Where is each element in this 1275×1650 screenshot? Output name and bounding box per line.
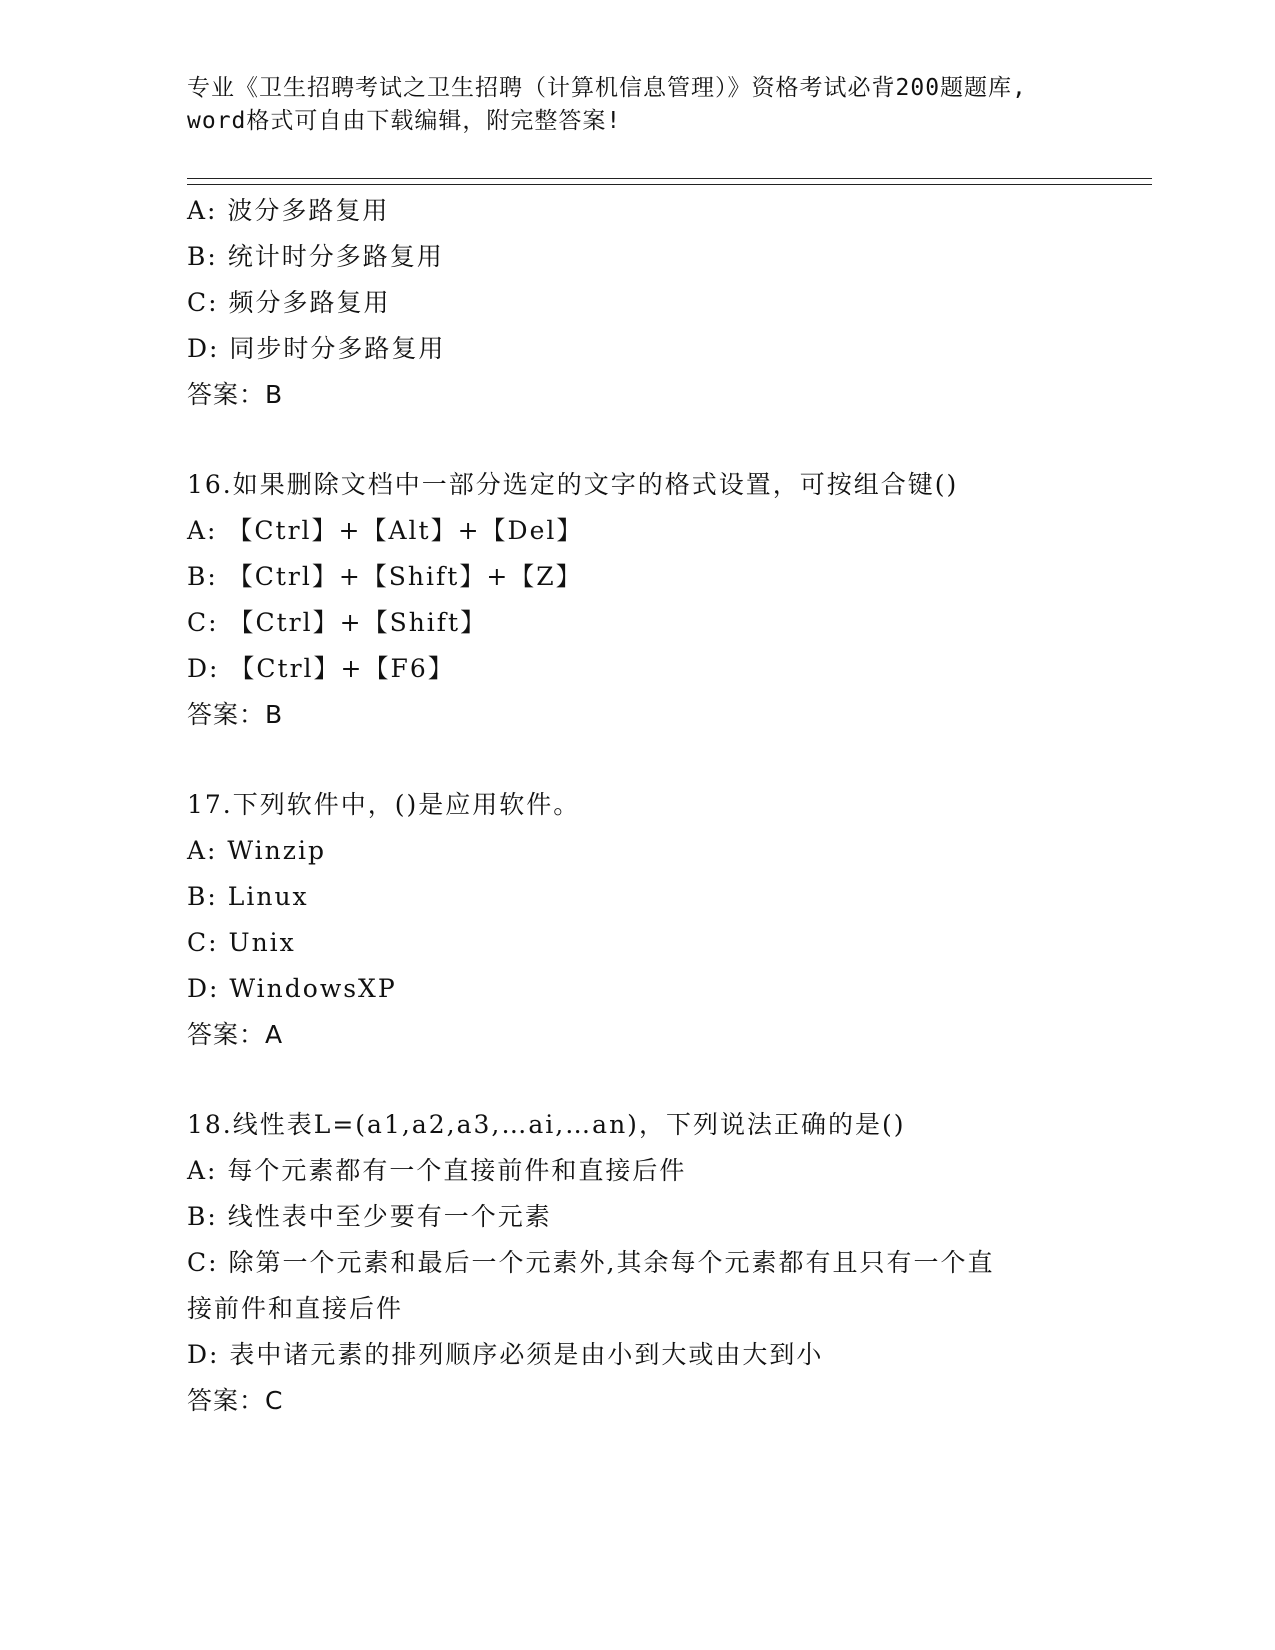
spacer — [187, 418, 1087, 462]
question-15 — [187, 188, 1087, 418]
q16-option-d: D: 【Ctrl】+【F6】 — [187, 654, 455, 683]
q18-answer: 答案：C — [187, 1386, 284, 1415]
q15-option-d: D: 同步时分多路复用 — [187, 334, 446, 363]
q18-option-a: A: 每个元素都有一个直接前件和直接后件 — [187, 1156, 687, 1185]
q18-option-c-line2: 接前件和直接后件 — [187, 1294, 404, 1323]
q18-question: 18.线性表L=(a1,a2,a3,…ai,…an)，下列说法正确的是() — [187, 1110, 906, 1139]
question-18 — [187, 1102, 1087, 1424]
q17-option-a: A: Winzip — [187, 836, 326, 865]
spacer — [187, 738, 1087, 782]
question-16 — [187, 462, 1087, 738]
q15-answer: 答案：B — [187, 380, 284, 409]
document-header — [187, 72, 1087, 138]
question-list — [187, 188, 1087, 1424]
q16-option-b: B: 【Ctrl】+【Shift】+【Z】 — [187, 562, 583, 591]
q17-option-d: D: WindowsXP — [187, 974, 397, 1003]
q17-option-c: C: Unix — [187, 928, 296, 957]
q15-option-b: B: 统计时分多路复用 — [187, 242, 444, 271]
q16-option-c: C: 【Ctrl】+【Shift】 — [187, 608, 488, 637]
header-divider-bottom — [187, 184, 1152, 185]
q16-option-a: A: 【Ctrl】+【Alt】+【Del】 — [187, 516, 584, 545]
q15-option-a: A: 波分多路复用 — [187, 196, 390, 225]
q17-option-b: B: Linux — [187, 882, 309, 911]
header-title-line1: 专业《卫生招聘考试之卫生招聘（计算机信息管理）》资格考试必背200题题库, — [187, 75, 1027, 101]
spacer — [187, 1058, 1087, 1102]
q17-answer: 答案：A — [187, 1020, 284, 1049]
question-17 — [187, 782, 1087, 1058]
header-title-line2: word格式可自由下载编辑，附完整答案! — [187, 108, 622, 134]
q17-question: 17.下列软件中，()是应用软件。 — [187, 790, 581, 819]
q18-option-c-line1: C: 除第一个元素和最后一个元素外,其余每个元素都有且只有一个直 — [187, 1248, 995, 1277]
q18-option-d: D: 表中诸元素的排列顺序必须是由小到大或由大到小 — [187, 1340, 824, 1369]
q18-option-b: B: 线性表中至少要有一个元素 — [187, 1202, 552, 1231]
q16-question: 16.如果删除文档中一部分选定的文字的格式设置，可按组合键() — [187, 470, 959, 499]
q16-answer: 答案：B — [187, 700, 284, 729]
q15-option-c: C: 频分多路复用 — [187, 288, 391, 317]
header-divider-top — [187, 178, 1152, 179]
